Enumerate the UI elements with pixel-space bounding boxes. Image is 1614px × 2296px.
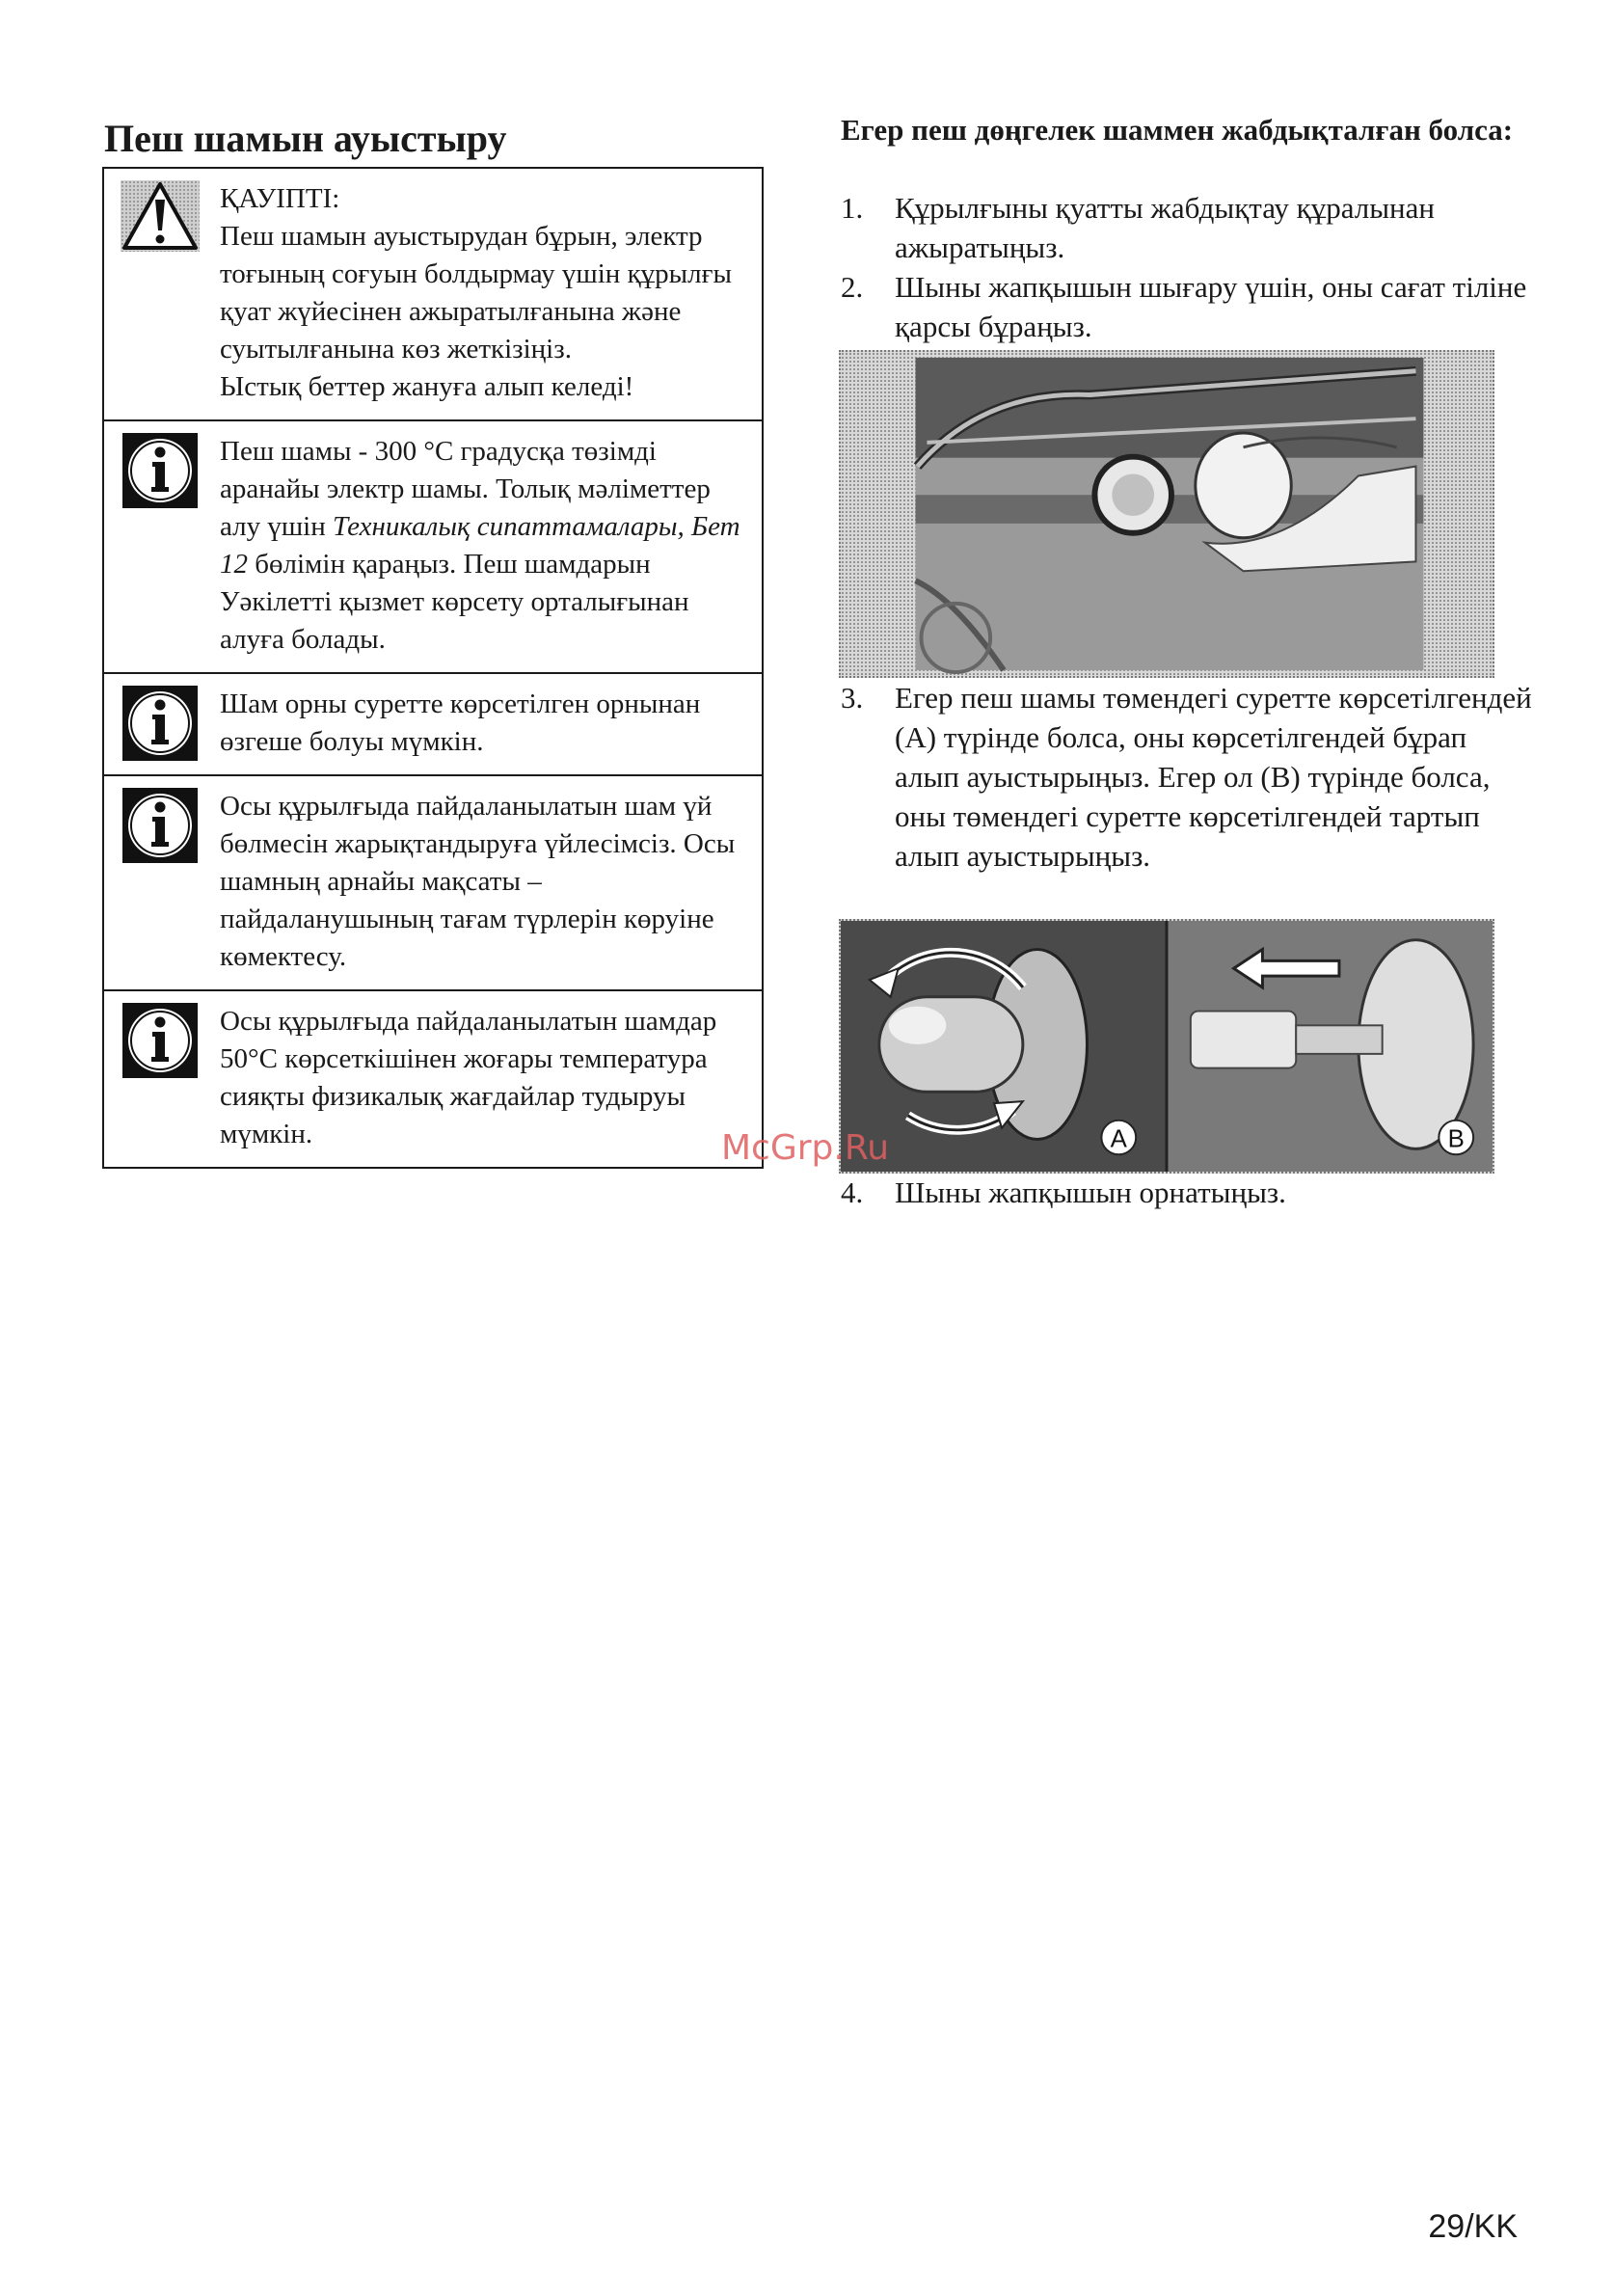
- step-number: 2.: [841, 270, 864, 304]
- info-icon: [104, 776, 216, 989]
- info-text-part: Пеш шамы - 300 °С градусқа төзімді аранайы электр шамы. Толық мәліметтер алу үшін: [220, 436, 711, 542]
- page-number: 29/KK: [1428, 2208, 1518, 2245]
- info-text-body: Осы құрылғыда пайдаланылатын шам үй бөлмесін жарықтандыруға үйлесімсіз. Осы шамның арнайы мақсаты – пайдаланушының тағам түрлерін көруіне көмектесу.: [220, 791, 736, 972]
- info-text: [216, 776, 762, 989]
- step-item: [841, 188, 1535, 267]
- info-note: [104, 419, 762, 672]
- figure-label-a: A: [1110, 1125, 1127, 1153]
- steps-group-2: [841, 678, 1535, 876]
- step-item: [841, 1173, 1535, 1212]
- watermark: McGrp.Ru: [721, 1128, 890, 1168]
- info-text-body: Шам орны суретте көрсетілген орнынан өзгеше болуы мүмкін.: [220, 689, 701, 757]
- info-icon: [104, 421, 216, 672]
- lamp-types-illustration: [839, 919, 1494, 1174]
- instructions-heading: Егер пеш дөңгелек шаммен жабдықталған болса:: [841, 113, 1514, 147]
- warning-note: [104, 169, 762, 419]
- info-text-part: бөлімін қараңыз. Пеш шамдарын Уәкілетті қызмет көрсету орталығынан алуға болады.: [220, 549, 689, 655]
- step-text: Шыны жапқышын шығару үшін, оны сағат тіліне қарсы бұраңыз.: [895, 270, 1527, 343]
- steps-group-3: [841, 1173, 1535, 1212]
- step-text: Шыны жапқышын орнатыңыз.: [895, 1175, 1286, 1209]
- step-text: Егер пеш шамы төмендегі суретте көрсетілгендей (А) түрінде болса, оны көрсетілгендей бұрап алып ауыстырыңыз. Егер ол (В) түрінде болса, оны төмендегі суретте көрсетілгендей тартып алып ауыстырыңыз.: [895, 681, 1532, 873]
- info-note: [104, 989, 762, 1167]
- info-text-body: Осы құрылғыда пайдаланылатын шамдар 50°С көрсеткішінен жоғары температура сияқты физикалық жағдайлар тудыруы мүмкін.: [220, 1006, 717, 1149]
- warning-line: Пеш шамын ауыстырудан бұрын, электр тоғының соғуын болдырмау үшін құрылғы қуат жүйесінен ажыратылғанына және суытылғанына көз жеткізіңіз.: [220, 221, 732, 365]
- step-item: [841, 267, 1535, 346]
- info-text: [216, 421, 762, 672]
- glass-cover-removal-illustration: [839, 350, 1494, 678]
- warning-icon: [104, 169, 216, 419]
- warning-text: [216, 169, 762, 419]
- warning-line: Ыстық беттер жануға алып келеді!: [220, 371, 634, 402]
- info-icon: [104, 991, 216, 1167]
- figure-label-b: B: [1447, 1125, 1465, 1153]
- step-number: 1.: [841, 191, 864, 225]
- step-number: 4.: [841, 1175, 864, 1209]
- notes-box: [102, 167, 764, 1169]
- info-text: [216, 674, 762, 774]
- info-icon: [104, 674, 216, 774]
- page-title: Пеш шамын ауыстыру: [104, 117, 507, 160]
- step-item: [841, 678, 1535, 876]
- info-note: [104, 672, 762, 774]
- info-text: [216, 991, 762, 1167]
- step-text: Құрылғыны қуатты жабдықтау құралынан ажыратыңыз.: [895, 191, 1435, 264]
- info-text-reference: Техникалық сипаттамалары, Бет 12: [220, 511, 740, 580]
- info-note: [104, 774, 762, 989]
- warning-label: ҚАУІПТІ:: [220, 183, 340, 214]
- step-number: 3.: [841, 681, 864, 715]
- steps-group-1: [841, 188, 1535, 346]
